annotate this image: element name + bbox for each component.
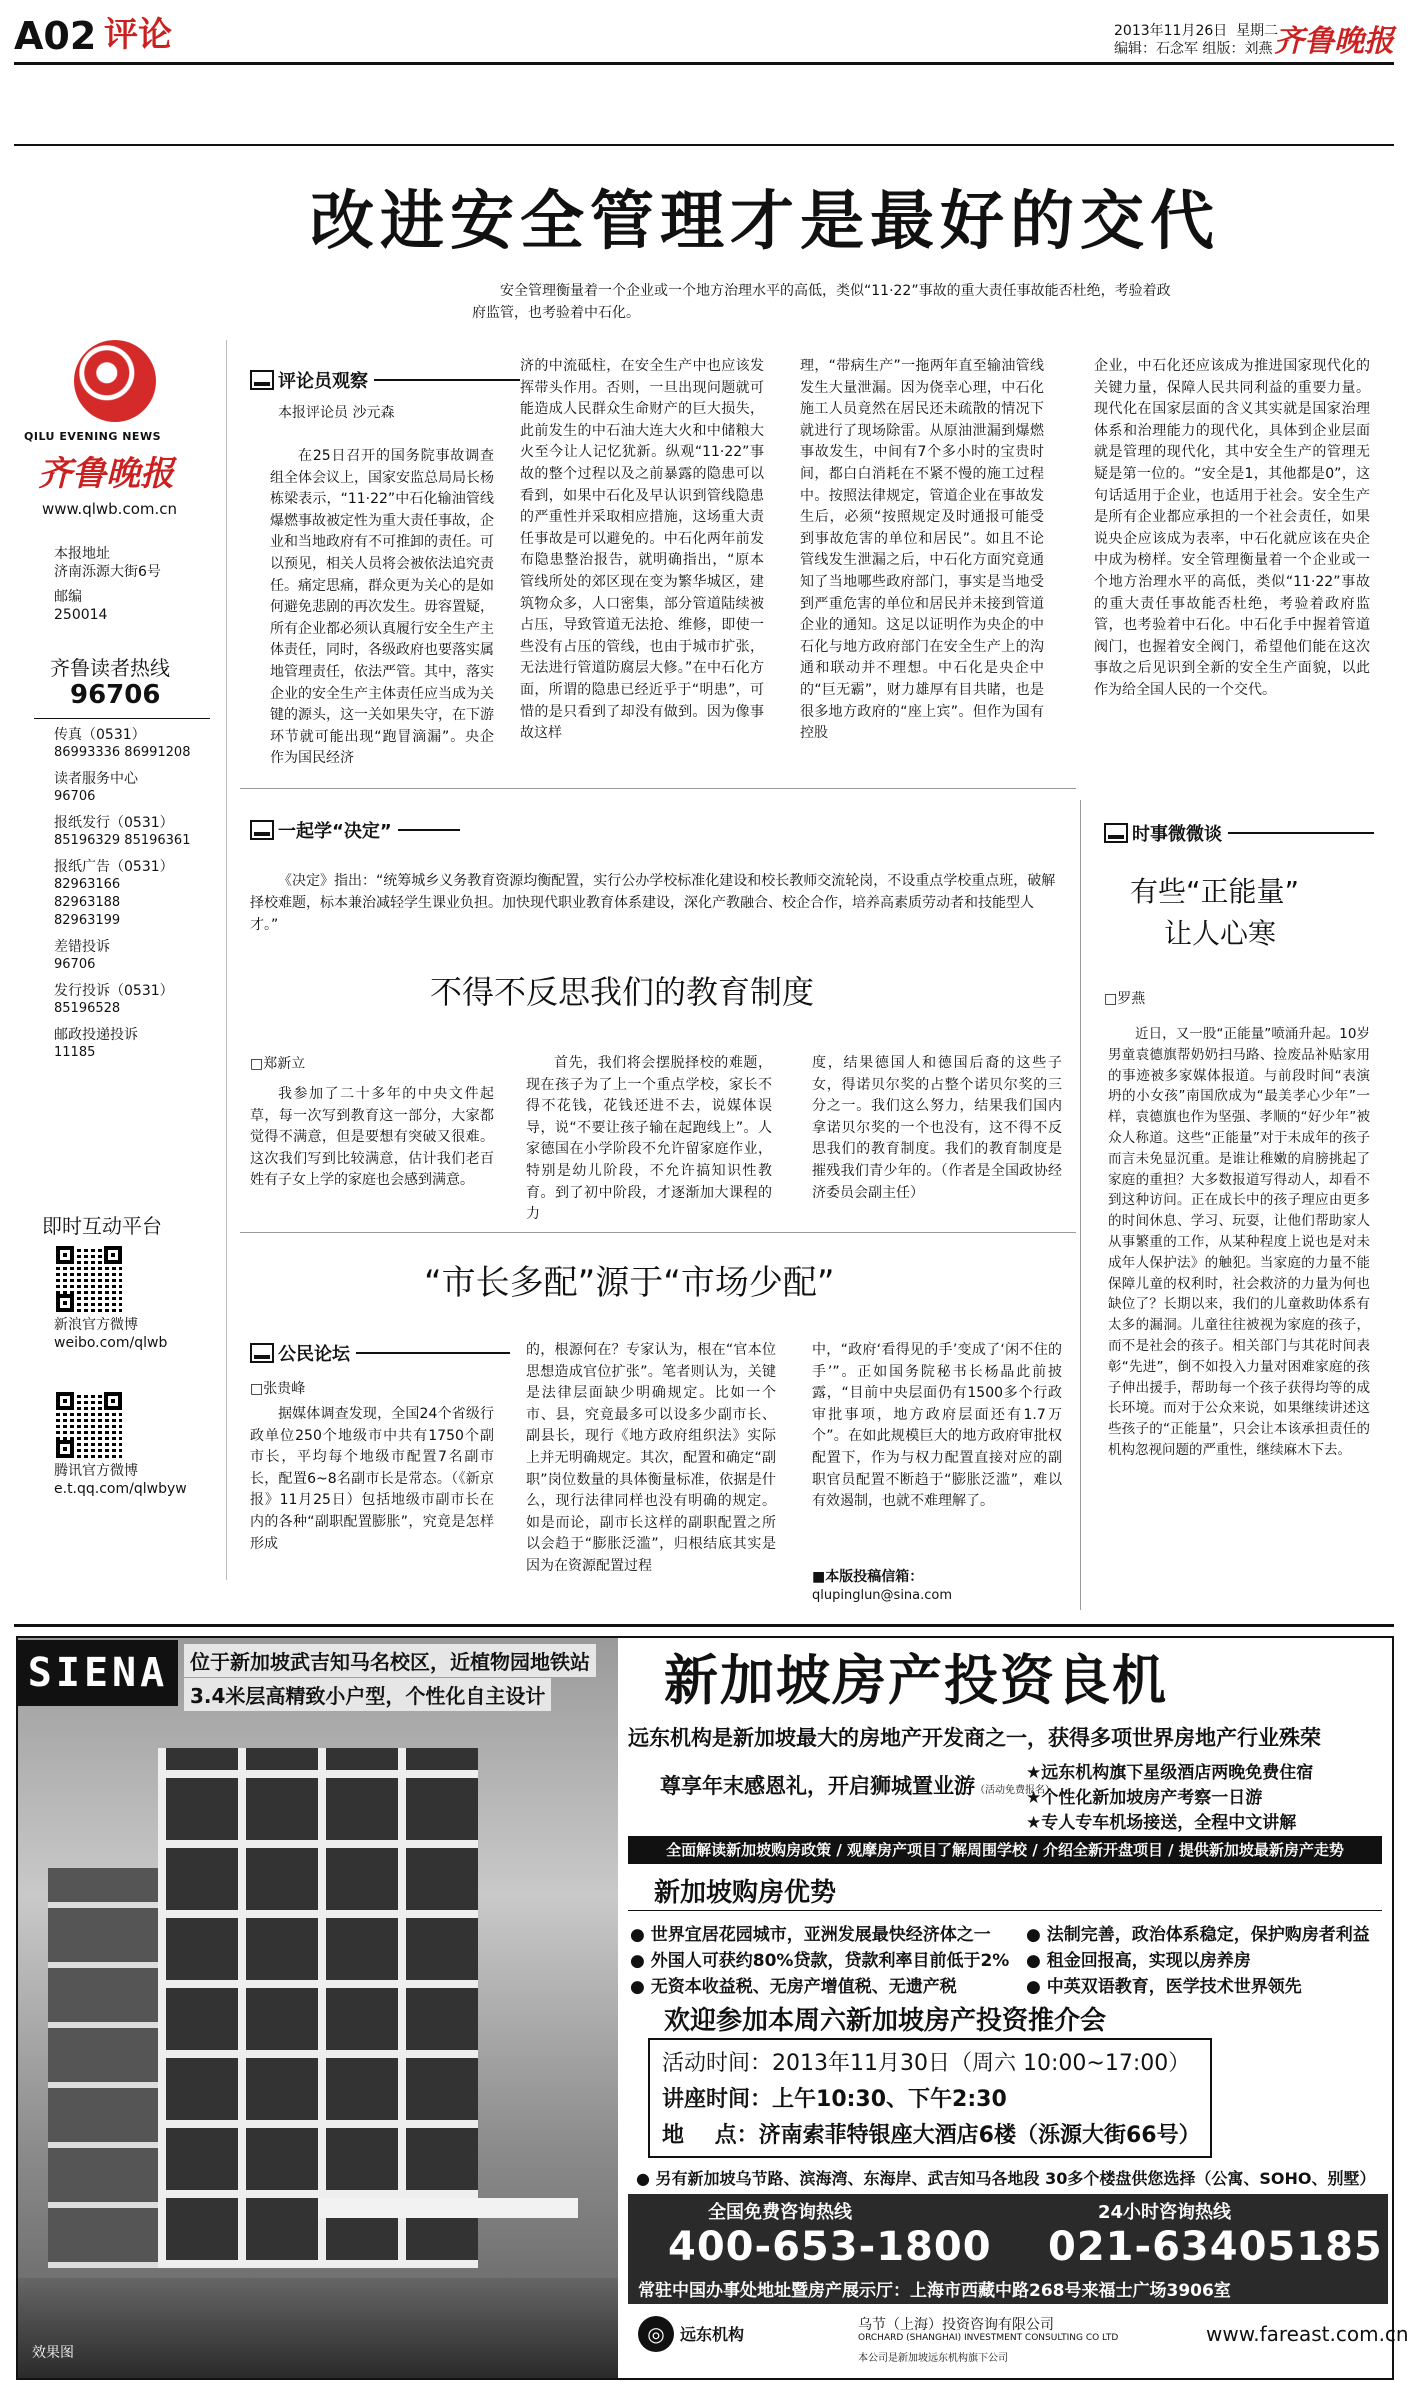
column-head-icon [250,1343,274,1363]
building-side [48,1868,158,2268]
postcode-label: 邮编 [54,589,82,605]
tencent-url[interactable]: e.t.qq.com/qlwbyw [54,1481,187,1497]
contact-item [54,982,204,1018]
main-col-1-text: 在25日召开的国务院事故调查组全体会议上，国家安监总局局长杨栋梁表示，“11·22”中石化输油管线爆燃事故被定性为重大责任事故，企业和当地政府有不可推卸的责任。可以预见，相关人员将会被依法追究责任。痛定思痛，群众更为关心的是如何避免悲剧的再次发生。毋容置疑，所有企业都必须认真履行安全生产主体责任，同时，各级政府也要落实属地管理责任，依法严管。其中，落实企业的安全生产主体责任应当成为关键的源头，这一关如果失守，在下游环节就可能出现“跑冒滴漏”。央企作为国民经济 [270,448,494,767]
right-title-1: 有些“正能量” [1130,875,1300,908]
main-col-3 [800,356,1044,764]
building-image [18,1638,618,2374]
right-title-2: 让人心寒 [1164,917,1277,950]
contact-label: 读者服务中心 [54,771,138,787]
column-head-civic [250,1340,510,1366]
ad-bullet-3: ★专人专车机场接送，全程中文讲解 [1026,1813,1297,1833]
address-label: 本报地址 [54,546,110,562]
contrib-label: ■本版投稿信箱： [812,1569,924,1585]
contact-item [54,858,204,930]
main-bottom-rule [240,788,1076,789]
contact-value: 11185 [54,1045,96,1060]
right-col [1108,1024,1370,1602]
edu-col-2 [526,1053,772,1223]
ad-tagline-2: 3.4米层高精致小户型，个性化自主设计 [184,1678,551,1711]
english-name: QILU EVENING NEWS [24,430,162,443]
contact-label: 传真（0531） [54,727,146,743]
contrib-email[interactable]: qlupinglun@sina.com [812,1588,953,1603]
postcode: 250014 [54,607,108,623]
event-time-label: 活动时间： [662,2051,773,2076]
section-title: 评论 [104,15,172,55]
contact-list [54,726,204,1070]
contact-value: 82963166 82963188 82963199 [54,877,121,928]
civic-col-1 [250,1404,494,1606]
edu-title: 不得不反思我们的教育制度 [430,973,815,1011]
ad-adv-rule [628,1910,1382,1911]
ad-office: 常驻中国办事处地址暨房产展示厅：上海市西藏中路268号来福士广场3906室 [638,2281,1231,2301]
contact-value: 86993336 86991208 [54,745,191,760]
weibo-label: 新浪官方微博 [54,1317,138,1333]
weibo-url[interactable]: weibo.com/qlwb [54,1335,168,1351]
right-divider [1080,800,1081,1610]
column-head-label: 公民论坛 [278,1344,350,1365]
pergola [318,2198,578,2218]
ad-top-rule [14,1624,1394,1627]
column-head-label: 评论员观察 [278,371,368,392]
right-col-text: 近日，又一股“正能量”喷涌升起。10岁男童袁德旗帮奶奶扫马路、捡废品补贴家用的事迹被多家媒体报道。与前段时间“表演坍的小女孩”南国欣成为“最美孝心少年”一样，袁德旗也作为坚强、孝顺的“好少年”被众人称道。这些“正能量”对于未成年的孩子而言未免显沉重。是谁让稚嫩的肩膀挑起了家庭的重担？大多数报道写得动人，却看不到这种访问。正在成长中的孩子理应由更多的时间休息、学习、玩耍，让他们帮助家人从事繁重的工作，从某种程度上说也是对未成年人保护法》的触犯。当家庭的力量不能保障儿童的权利时，社会救济的力量为何也缺位了？长期以来，我们的儿童救助体系有太多的漏洞。儿童往往被视为家庭的孩子，而不是社会的孩子。相关部门与其花时间表彰“先进”，倒不如投入力量对困难家庭的孩子伸出援手，帮助每一个孩子获得均等的成长环境。而对于公众来说，如果继续讲述这些孩子的“正能量”，只会让本该承担责任的机构忽视问题的严重性，继续麻木下去。 [1108,1026,1370,1458]
hotline-label: 齐鲁读者热线 [50,656,170,680]
edu-col-3-text: 度，结果德国人和德国后裔的这些子女，得诺贝尔奖的占整个诺贝尔奖的三分之一。我们这么努力，结果我们国内拿诺贝尔奖的一个也没有，这不得不反思我们的教育制度。我们的教育制度是摧残我们青少年的。（作者是全国政协经济委员会副主任） [812,1055,1062,1201]
ad-adv-right-3: ● 中英双语教育，医学技术世界领先 [1026,1977,1302,1997]
page-number: A02 [14,14,97,58]
weekday: 星期二 [1236,23,1279,39]
logo-icon [74,340,156,422]
right-byline: □罗燕 [1104,991,1146,1007]
ad-site[interactable]: www.fareast.com.cn [1206,2322,1409,2346]
main-col-3-text: 理，“带病生产”一拖两年直至输油管线发生大量泄漏。因为侥幸心理，中石化施工人员竟然在居民还未疏散的情况下就进行了现场除雷。从原油泄漏到爆燃事故发生，中间有7个多小时的宝贵时间，都白白消耗在不紧不慢的施工过程中。按照法律规定，管道企业在事故发生后，必须“按照规定及时通报可能受到事故危害的单位和居民”。如且不论管线发生泄漏之后，中石化方面究竟通知了当地哪些政府部门，事实是当地受到严重危害的单位和居民并未接到管道企业的通知。这足以证明作为央企的中石化与地方政府部门在安全生产上的沟通和联动并不理想。中石化是央企中的“巨无霸”，财力雄厚有目共睹，也是很多地方政府的“座上宾”。但作为国有控股 [800,358,1044,742]
ad-co-name: 远东机构 [680,2325,745,2344]
contact-item [54,726,204,762]
column-head-right [1104,820,1374,846]
ad-adv-left-3: ● 无资本收益税、无房产增值税、无遗产税 [630,1977,957,1997]
interact-label: 即时互动平台 [42,1214,162,1238]
edu-col-2-text: 首先，我们将会摆脱择校的难题，现在孩子为了上一个重点学校，家长不得不花钱，花钱还进不去，说媒体误导，说“不要让孩子输在起跑线上”。人家德国在小学阶段不允许留家庭作业，特别是幼儿阶段，不允许搞知识性教育。到了初中阶段，才逐渐加大课程的力 [526,1055,772,1223]
civic-col-2-text: 的，根源何在？专家认为，根在“官本位思想造成官位扩张”。笔者则认为，关键是法律层面缺少明确规定。比如一个市、县，究竟最多可以设多少副市长、副县长，现行《地方政府组织法》实际上并无明确规定。其次，配置和确定“副职”岗位数量的具体衡量标准，依据是什么，现行法律同样也没有明确的规定。如是而论，副市长这样的副职配置之所以会趋于“膨胀泛滥”，归根结底其实是因为在资源配置过程 [526,1342,776,1574]
ad-invite: 欢迎参加本周六新加坡房产投资推介会 [664,2006,1107,2036]
ad-sub: 远东机构是新加坡最大的房地产开发商之一，获得多项世界房地产行业殊荣 [628,1726,1321,1750]
ad-adv-right-1: ● 法制完善，政治体系稳定，保护购房者利益 [1026,1925,1370,1945]
ad-co-sub: 乌节（上海）投资咨询有限公司 [858,2317,1054,2333]
column-head-label: 时事微微谈 [1132,824,1222,845]
ground [18,2278,618,2378]
ad-adv-title: 新加坡购房优势 [654,1878,837,1908]
column-head-edu [250,817,460,843]
civic-col-1-text: 据媒体调查发现，全国24个省级行政单位250个地级市中共有1750个副市长，平均每个地级市配置7名副市长，配置6~8名副市长是常态。（《新京报》11月25日）包括地级市副市长在内的各种“副职配置膨胀”，究竟是怎样形成 [250,1406,494,1552]
tencent-label: 腾讯官方微博 [54,1463,138,1479]
tencent-qr-icon[interactable] [56,1392,122,1458]
civic-title: “市长多配”源于“市场少配” [424,1263,835,1303]
header-rule [14,62,1394,65]
contact-value: 96706 [54,957,96,972]
ad-bar: 全面解读新加坡购房政策 / 观摩房产项目了解周围学校 / 介绍全新开盘项目 / 提供新加坡最新房产走势 [628,1836,1382,1864]
event-time-value: 2013年11月30日（周六 10:00~17:00） [772,2051,1191,2076]
contact-item [54,814,204,850]
contact-item [54,938,204,974]
contact-label: 报纸发行（0531） [54,815,174,831]
ad-event-time [662,2046,1190,2077]
ad-free-phone[interactable]: 400-653-1800 [668,2224,992,2270]
ad-headline: 新加坡房产投资良机 [664,1649,1168,1712]
contact-label: 报纸广告（0531） [54,859,174,875]
header-date [1114,20,1278,40]
ad-hotline-label: 24小时咨询热线 [1098,2202,1232,2223]
ad-co-note: 本公司是新加坡远东机构旗下公司 [858,2353,1008,2364]
contact-label: 发行投诉（0531） [54,983,174,999]
ad-tagline-1: 位于新加坡武吉知马名校区，近植物园地铁站 [184,1644,596,1677]
column-head-icon [250,370,274,390]
ad-bullet-2: ★个性化新加坡房产考察一日游 [1026,1788,1263,1808]
building-windows [158,1748,478,2268]
place-value: 济南索菲特银座大酒店6楼（泺源大街66号） [758,2123,1201,2148]
address: 济南泺源大街6号 [54,564,161,580]
main-title: 改进安全管理才是最好的交代 [310,185,1220,259]
edu-col-1-text: 我参加了二十多年的中央文件起草，每一次写到教育这一部分，大家都觉得不满意，但是要想有突破又很难。这次我们写到比较满意，估计我们老百姓有子女上学的家庭也会感到满意。 [250,1086,494,1189]
date: 2013年11月26日 [1114,23,1228,39]
contact-item [54,1026,204,1062]
column-head-label: 一起学“决定” [278,821,392,842]
main-byline: 本报评论员 沙元森 [278,405,395,421]
civic-col-3-text: 中，“政府‘看得见的手’变成了‘闲不住的手’”。正如国务院秘书长杨晶此前披露，“目前中央层面仍有1500多个行政审批事项，地方政府层面还有1.7万个”。在如此规模巨大的地方政府审批权配置下，作为与权力配置直接对应的副职官员配置不断趋于“膨胀泛滥”，难以有效遏制，也就不难理解了。 [812,1342,1062,1510]
column-head-icon [1104,823,1128,843]
main-col-2 [520,356,764,764]
lecture-time-label: 讲座时间： [662,2087,773,2112]
contact-value: 96706 [54,789,96,804]
column-head-icon [250,820,274,840]
sidebar-divider [226,340,227,1580]
main-col-4 [1094,356,1370,792]
company-logo-icon: ◎ [638,2316,674,2352]
main-lead: 安全管理衡量着一个企业或一个地方治理水平的高低，类似“11·22”事故的重大责任事故能否杜绝，考验着政府监管，也考验着中石化。 [472,283,1171,321]
brand-logo: SIENA [18,1640,178,1706]
main-col-4-text: 企业，中石化还应该成为推进国家现代化的关键力量，保障人民共同利益的重要力量。现代化在国家层面的含义其实就是国家治理体系和治理能力的现代化，具体到企业层面就是管理的现代化，其中安全生产的管理无疑是第一位的。“安全是1，其他都是0”，这句话适用于企业，也适用于社会。安全生产是所有企业都应承担的一个社会责任，如果说央企应该成为表率，中石化就应该在央企中成为榜样。安全管理衡量着一个企业或一个地方治理水平的高低，类似“11·22”事故的重大责任事故能否杜绝，考验着政府监管，也考验着中石化。中石化手中握着管道阀门，也握着安全阀门，希望他们能在这次事故之后见识到全新的安全生产面貌，以此作为给全国人民的一个交代。 [1094,358,1370,698]
advertisement[interactable] [16,1636,1409,2380]
paper-name: 齐鲁晚报 [38,454,174,494]
ad-adv-left-2: ● 外国人可获约80%贷款，贷款利率目前低于2% [630,1951,1010,1971]
hotline-rule [34,718,210,719]
ad-promo-text: 尊享年末感恩礼，开启狮城置业游 [660,1774,975,1798]
place-label: 地 点： [662,2123,759,2148]
main-col-1 [270,446,494,767]
top-rule [14,144,1394,146]
hotline: 96706 [70,680,161,710]
sidebar [14,340,210,1520]
edu-bottom-rule [240,1232,1076,1233]
column-head-commentator [250,367,520,393]
masthead-small: 齐鲁晚报 [1274,24,1394,59]
contact-item [54,770,204,806]
ad-promo-note: （活动免费报名） [975,1785,1055,1796]
ad-free-label: 全国免费咨询热线 [708,2202,852,2223]
contact-label: 差错投诉 [54,939,110,955]
edu-quote: 《决定》指出：“统筹城乡义务教育资源均衡配置，实行公办学校标准化建设和校长教师交流轮岗，不设重点学校重点班，破解择校难题，标本兼治减轻学生课业负担。加快现代职业教育体系建设，深化产教融合、校企合作，培养高素质劳动者和技能型人才。” [250,873,1056,933]
main-col-2-text: 济的中流砥柱，在安全生产中也应该发挥带头作用。否则，一旦出现问题就可能造成人民群众生命财产的巨大损失，此前发生的中石油大连大火和中储粮大火至今让人记忆犹新。纵观“11·22”事故的整个过程以及之前暴露的隐患可以看到，如果中石化及早认识到管线隐患的严重性并采取相应措施，这场重大责任事故是可以避免的。中石化两年前发布隐患整治报告，就明确指出，“原本管线所处的郊区现在变为繁华城区，建筑物众多，人口密集，部分管道陆续被占压，导致管道无法抢、维修，即使一些没有占压的管线，也由于城市扩张，无法进行管道防腐层大修。”在中石化方面，所谓的隐患已经近乎于“明患”，可惜的是只看到了却没有做到。因为像事故这样 [520,358,764,742]
ad-bullet-1: ★远东机构旗下星级酒店两晚免费住宿 [1026,1763,1314,1783]
ad-projects: ● 另有新加坡乌节路、滨海湾、东海岸、武吉知马各地段 30多个楼盘供您选择（公寓、SOHO、别墅） [636,2169,1376,2188]
editor-line: 编辑：石念军 组版：刘燕 [1114,41,1273,57]
contact-value: 85196329 85196361 [54,833,191,848]
ad-adv-left-1: ● 世界宜居花园城市，亚洲发展最快经济体之一 [630,1925,991,1945]
ad-adv-right-2: ● 租金回报高，实现以房养房 [1026,1951,1251,1971]
edu-col-1 [250,1084,494,1214]
weibo-qr-icon[interactable] [56,1246,122,1312]
contact-label: 邮政投递投诉 [54,1027,138,1043]
ad-co-en: ORCHARD (SHANGHAI) INVESTMENT CONSULTING CO LTD [858,2333,1119,2343]
ad-promo [660,1770,1055,1800]
edu-byline: □郑新立 [250,1056,306,1072]
civic-col-2 [526,1340,776,1606]
lecture-time-value: 上午10:30、下午2:30 [772,2087,1007,2112]
ad-place [662,2118,1201,2149]
civic-byline: □张贵峰 [250,1381,306,1397]
edu-col-3 [812,1053,1062,1213]
civic-col-3 [812,1340,1062,1556]
website[interactable]: www.qlwb.com.cn [42,500,177,518]
contact-value: 85196528 [54,1001,121,1016]
rendering-label: 效果图 [32,2345,74,2361]
ad-hotline-phone[interactable]: 021-63405185 [1048,2224,1383,2270]
ad-lecture-time [662,2082,1007,2113]
